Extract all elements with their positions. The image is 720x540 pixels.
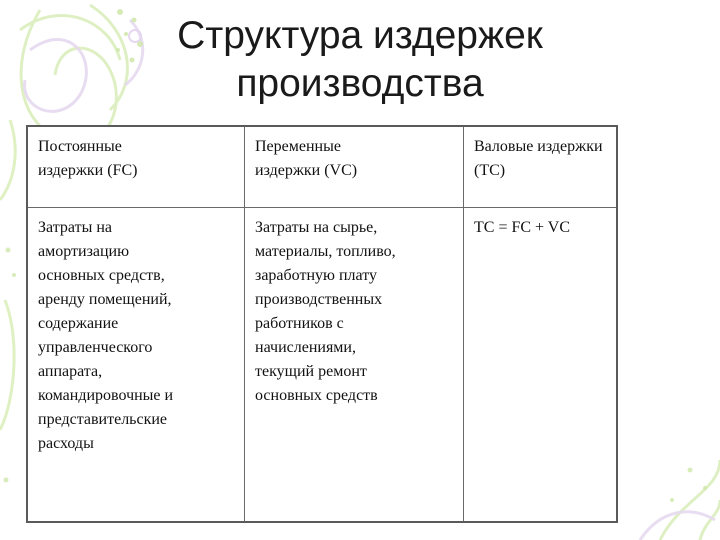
- header-total-costs: Валовые издержки (TC): [464, 126, 618, 208]
- cell-fixed-costs: Затраты на амортизацию основных средств, аренду помещений, содержание управленческого аппарата, командировочные и представительские расходы: [27, 208, 245, 523]
- table-header-row: [27, 126, 617, 208]
- header-fixed-costs: Постоянные издержки (FC): [27, 126, 245, 208]
- cell-total-costs-formula: TC = FC + VC: [464, 208, 618, 523]
- slide-title: [140, 12, 580, 108]
- cost-structure-table: [26, 125, 618, 523]
- slide-title-line-2: производства: [236, 62, 484, 105]
- table-row: [27, 208, 617, 523]
- cell-variable-costs: Затраты на сырье, материалы, топливо, заработную плату производственных работников с начислениями, текущий ремонт основных средств: [245, 208, 464, 523]
- header-variable-costs: Переменные издержки (VC): [245, 126, 464, 208]
- slide-title-line-1: Структура издержек: [177, 14, 543, 57]
